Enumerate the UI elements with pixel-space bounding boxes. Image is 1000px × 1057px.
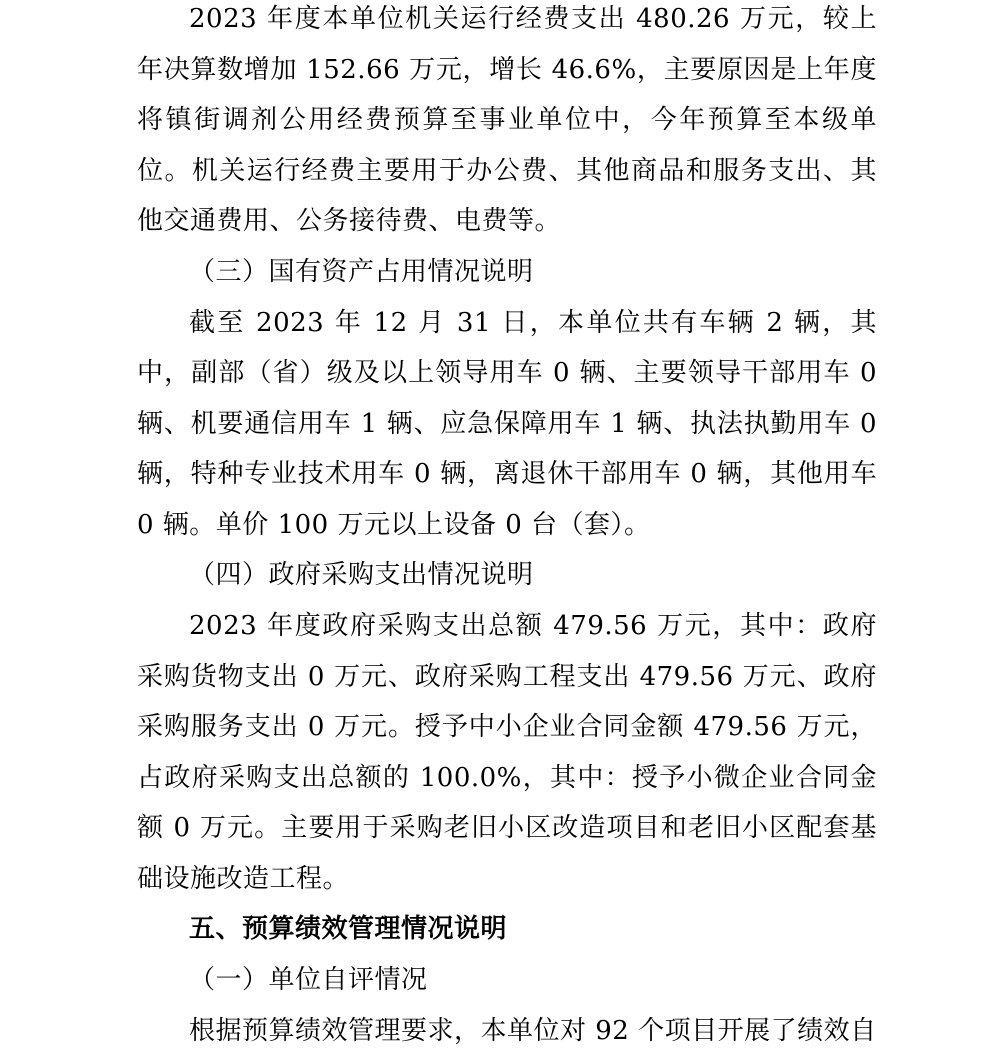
subheading-self-evaluation: （一）单位自评情况 (189, 965, 428, 995)
document-page (137, 0, 877, 1057)
subheading-state-assets: （三）国有资产占用情况说明 (189, 256, 534, 287)
paragraph-vehicles: 截至 2023 年 12 月 31 日，本单位共有车辆 2 辆，其中，副部（省）级及以上领导用车 0 辆、主要领导干部用车 0 辆、机要通信用车 1 辆、应急保障用车 1 辆、执法执勤用车 0 辆，特种专业技术用车 0 辆，离退休干部用车 0 辆，其他用车 0 辆。单价 100 万元以上设备 0 台（套）。 (137, 307, 877, 540)
section-heading-performance-management: 五、预算绩效管理情况说明 (189, 914, 508, 944)
paragraph-self-evaluation: 根据预算绩效管理要求，本单位对 92 个项目开展了绩效自 (189, 1016, 877, 1046)
paragraph-operating-expenses: 2023 年度本单位机关运行经费支出 480.26 万元，较上年决算数增加 152.66 万元，增长 46.6%，主要原因是上年度将镇街调剂公用经费预算至事业单位中，今年预算至本级单位。机关运行经费主要用于办公费、其他商品和服务支出、其他交通费用、公务接待费、电费等。 (137, 4, 877, 236)
subheading-government-procurement: （四）政府采购支出情况说明 (189, 560, 534, 590)
paragraph-procurement: 2023 年度政府采购支出总额 479.56 万元，其中：政府采购货物支出 0 万元、政府采购工程支出 479.56 万元、政府采购服务支出 0 万元。授予中小企业合同金额 479.56 万元，占政府采购支出总额的 100.0%，其中：授予小微企业合同金额 0 万元。主要用于采购老旧小区改造项目和老旧小区配套基础设施改造工程。 (137, 611, 877, 894)
